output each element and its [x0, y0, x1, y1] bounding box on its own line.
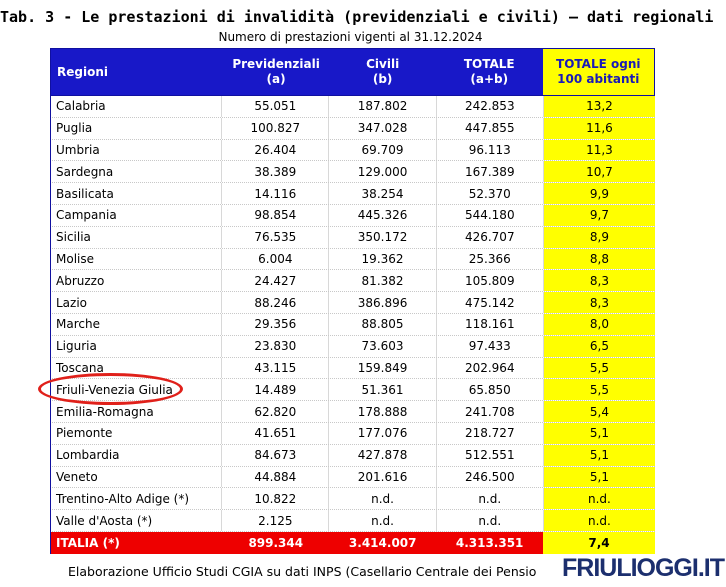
cell-totale: 242.853 [436, 96, 543, 117]
cell-totale: 118.161 [436, 314, 543, 335]
table-row [50, 467, 655, 489]
cell-totale: 97.433 [436, 336, 543, 357]
table-row [50, 423, 655, 445]
cell-totale: 447.855 [436, 118, 543, 139]
table-row [50, 183, 655, 205]
cell-totale-100: 5,1 [543, 467, 655, 488]
cell-totale: 96.113 [436, 140, 543, 161]
table-row [50, 336, 655, 358]
cell-previdenziali: 38.389 [221, 161, 328, 182]
header-prev-line1: Previdenziali [232, 57, 320, 71]
cell-previdenziali: 14.489 [221, 379, 328, 400]
cell-previdenziali: 43.115 [221, 358, 328, 379]
cell-totale: 25.366 [436, 249, 543, 270]
header-tot-line2: (a+b) [470, 72, 509, 86]
cell-totale-100: 8,3 [543, 270, 655, 291]
header-tot100-line1: TOTALE ogni [556, 57, 641, 71]
cell-civili: 129.000 [328, 161, 435, 182]
table-subtitle: Numero di prestazioni vigenti al 31.12.2024 [218, 30, 483, 44]
cell-regione: Umbria [56, 142, 100, 157]
total-previdenziali: 899.344 [248, 535, 304, 550]
cell-civili: 386.896 [328, 292, 435, 313]
cell-totale: 167.389 [436, 161, 543, 182]
total-totale: 4.313.351 [455, 535, 524, 550]
source-note: Elaborazione Ufficio Studi CGIA su dati INPS (Casellario Centrale dei Pensio [68, 564, 537, 579]
cell-totale-100: n.d. [543, 488, 655, 509]
cell-previdenziali: 44.884 [221, 467, 328, 488]
header-regioni [51, 49, 223, 95]
cell-civili: 159.849 [328, 358, 435, 379]
cell-regione: Lombardia [56, 448, 120, 463]
table-body [50, 96, 655, 532]
table-row [50, 270, 655, 292]
table-row [50, 401, 655, 423]
cell-regione: Toscana [56, 360, 104, 375]
cell-regione: Abruzzo [56, 273, 105, 288]
cell-civili: 178.888 [328, 401, 435, 422]
cell-previdenziali: 14.116 [221, 183, 328, 204]
cell-regione: Valle d'Aosta (*) [56, 513, 153, 528]
cell-civili: 19.362 [328, 249, 435, 270]
cell-totale-100: 9,7 [543, 205, 655, 226]
cell-previdenziali: 24.427 [221, 270, 328, 291]
cell-previdenziali: 10.822 [221, 488, 328, 509]
table-row [50, 488, 655, 510]
cell-previdenziali: 6.004 [221, 249, 328, 270]
cell-totale: 105.809 [436, 270, 543, 291]
cell-civili: 51.361 [328, 379, 435, 400]
header-regioni-label: Regioni [57, 64, 108, 79]
cell-regione: Puglia [56, 121, 93, 136]
cell-totale-100: 5,4 [543, 401, 655, 422]
cell-civili: 38.254 [328, 183, 435, 204]
cell-regione: Trentino-Alto Adige (*) [56, 491, 190, 506]
table-header [50, 48, 655, 96]
cell-totale-100: n.d. [543, 510, 655, 531]
cell-totale-100: 8,9 [543, 227, 655, 248]
cell-regione: Liguria [56, 339, 97, 354]
cell-regione: Sardegna [56, 164, 114, 179]
header-civ-line1: Civili [366, 57, 400, 71]
table-row [50, 445, 655, 467]
cell-totale-100: 9,9 [543, 183, 655, 204]
cell-regione: Marche [56, 317, 100, 332]
table-left-border [50, 48, 51, 554]
cell-previdenziali: 84.673 [221, 445, 328, 466]
cell-civili: 347.028 [328, 118, 435, 139]
header-tot-line1: TOTALE [463, 57, 515, 71]
watermark-logo: FRIULIOGGI.IT [562, 554, 724, 582]
cell-regione: Sicilia [56, 230, 91, 245]
cell-regione: Basilicata [56, 186, 114, 201]
cell-civili: 73.603 [328, 336, 435, 357]
cell-totale-100: 10,7 [543, 161, 655, 182]
cell-totale: 202.964 [436, 358, 543, 379]
cell-civili: 350.172 [328, 227, 435, 248]
table-row [50, 161, 655, 183]
cell-totale-100: 8,0 [543, 314, 655, 335]
cell-previdenziali: 23.830 [221, 336, 328, 357]
cell-previdenziali: 26.404 [221, 140, 328, 161]
cell-totale: 544.180 [436, 205, 543, 226]
cell-totale: 52.370 [436, 183, 543, 204]
table-row [50, 140, 655, 162]
cell-civili: 201.616 [328, 467, 435, 488]
cell-totale: 475.142 [436, 292, 543, 313]
table-row [50, 118, 655, 140]
cell-totale-100: 5,5 [543, 379, 655, 400]
cell-previdenziali: 2.125 [221, 510, 328, 531]
cell-previdenziali: 29.356 [221, 314, 328, 335]
table-row [50, 358, 655, 380]
table-row [50, 510, 655, 532]
header-civili [329, 49, 436, 95]
cell-civili: 427.878 [328, 445, 435, 466]
total-totale-100: 7,4 [543, 532, 655, 554]
header-civ-line2: (b) [372, 72, 393, 86]
table-row [50, 292, 655, 314]
cell-civili: 88.805 [328, 314, 435, 335]
cell-civili: 69.709 [328, 140, 435, 161]
total-civili: 3.414.007 [348, 535, 417, 550]
header-totale-100-abitanti [543, 49, 655, 95]
cell-civili: n.d. [328, 488, 435, 509]
cell-civili: 177.076 [328, 423, 435, 444]
cell-regione: Friuli-Venezia Giulia [56, 382, 173, 397]
table-row [50, 379, 655, 401]
cell-totale: 65.850 [436, 379, 543, 400]
cell-regione: Molise [56, 251, 94, 266]
table-row [50, 249, 655, 271]
header-prev-line2: (a) [266, 72, 286, 86]
cell-regione: Emilia-Romagna [56, 404, 154, 419]
cell-totale: 426.707 [436, 227, 543, 248]
table-total-row [50, 532, 655, 554]
cell-totale-100: 5,1 [543, 445, 655, 466]
cell-previdenziali: 88.246 [221, 292, 328, 313]
table-title: Tab. 3 - Le prestazioni di invalidità (previdenziali e civili) – dati regionali [0, 8, 714, 26]
cell-totale-100: 11,6 [543, 118, 655, 139]
cell-totale-100: 6,5 [543, 336, 655, 357]
cell-previdenziali: 62.820 [221, 401, 328, 422]
cell-totale-100: 8,8 [543, 249, 655, 270]
cell-totale: n.d. [436, 488, 543, 509]
cell-regione: Calabria [56, 99, 106, 114]
cell-civili: 81.382 [328, 270, 435, 291]
cell-totale-100: 11,3 [543, 140, 655, 161]
table-row [50, 227, 655, 249]
cell-previdenziali: 100.827 [221, 118, 328, 139]
header-previdenziali [223, 49, 330, 95]
cell-civili: 187.802 [328, 96, 435, 117]
table-row [50, 96, 655, 118]
cell-totale-100: 5,5 [543, 358, 655, 379]
cell-totale-100: 13,2 [543, 96, 655, 117]
cell-previdenziali: 98.854 [221, 205, 328, 226]
cell-totale: 512.551 [436, 445, 543, 466]
cell-previdenziali: 41.651 [221, 423, 328, 444]
cell-regione: Lazio [56, 295, 88, 310]
cell-totale: 241.708 [436, 401, 543, 422]
data-table [50, 48, 655, 554]
cell-previdenziali: 76.535 [221, 227, 328, 248]
cell-civili: n.d. [328, 510, 435, 531]
cell-totale-100: 5,1 [543, 423, 655, 444]
cell-totale: n.d. [436, 510, 543, 531]
table-row [50, 205, 655, 227]
cell-regione: Campania [56, 208, 117, 223]
table-row [50, 314, 655, 336]
cell-regione: Piemonte [56, 426, 113, 441]
cell-regione: Veneto [56, 469, 98, 484]
header-tot100-line2: 100 abitanti [557, 72, 640, 86]
cell-previdenziali: 55.051 [221, 96, 328, 117]
cell-civili: 445.326 [328, 205, 435, 226]
cell-totale-100: 8,3 [543, 292, 655, 313]
cell-totale: 218.727 [436, 423, 543, 444]
header-totale [436, 49, 543, 95]
total-regione: ITALIA (*) [56, 535, 120, 550]
cell-totale: 246.500 [436, 467, 543, 488]
